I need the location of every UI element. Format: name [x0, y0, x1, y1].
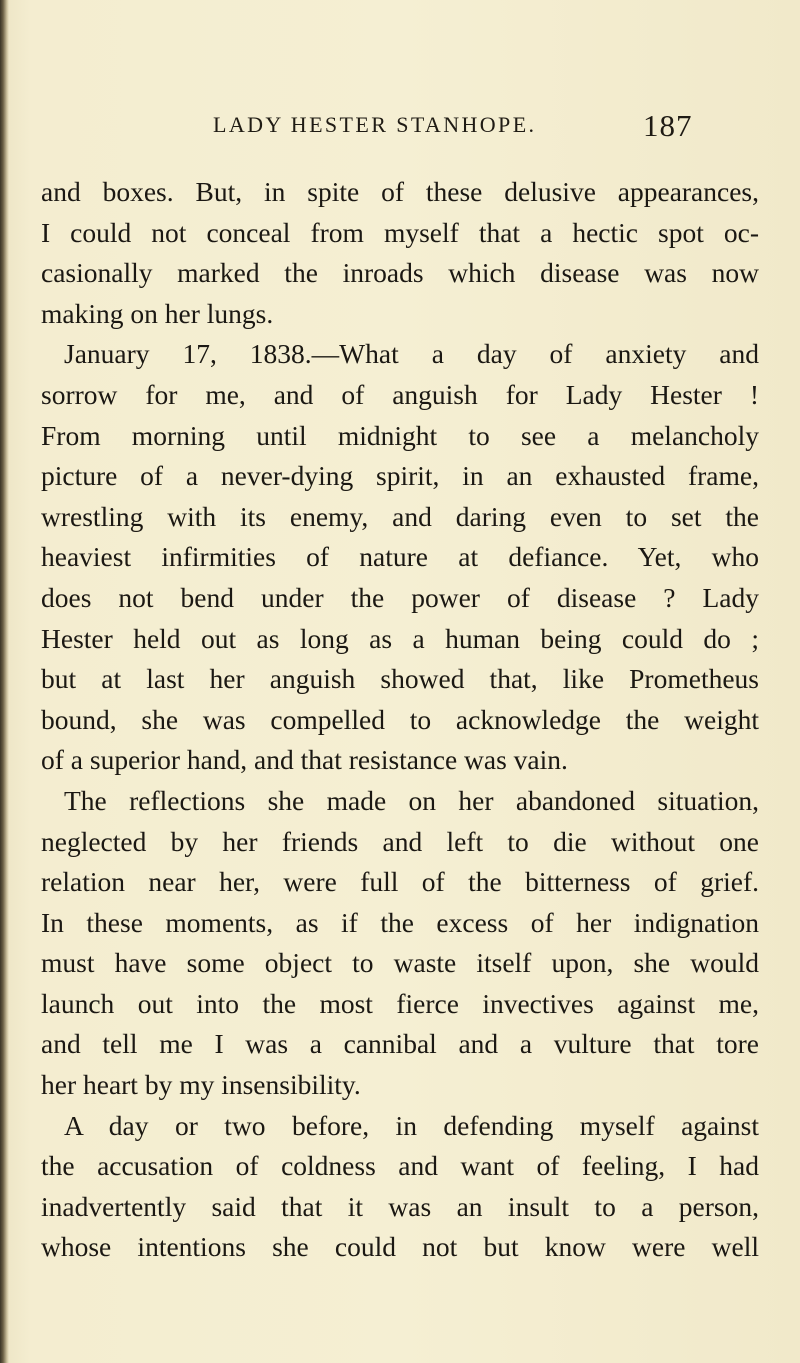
text-line: In these moments, as if the excess of her indignation [41, 906, 759, 938]
page-binding-edge [0, 0, 9, 1363]
text-line: Hester held out as long as a human being could do ; [41, 622, 759, 654]
page-number: 187 [643, 108, 693, 143]
text-line: heaviest infirmities of nature at defiance. Yet, who [41, 541, 759, 573]
text-line: and boxes. But, in spite of these delusive appearances, [41, 176, 759, 207]
text-line: wrestling with its enemy, and daring even to set the [41, 500, 759, 532]
text-line: the accusation of coldness and want of feeling, I had [41, 1150, 759, 1182]
text-line: A day or two before, in defending myself against [64, 1109, 759, 1141]
text-line: does not bend under the power of disease ? Lady [41, 581, 759, 613]
text-line: casionally marked the inroads which disease was now [41, 257, 759, 289]
text-line: but at last her anguish showed that, like Prometheus [41, 663, 759, 695]
text-line: From morning until midnight to see a melancholy [41, 419, 759, 451]
text-line: must have some object to waste itself upon, she would [41, 947, 759, 979]
text-line: and tell me I was a cannibal and a vulture that tore [41, 1028, 759, 1060]
text-line: relation near her, were full of the bitterness of grief. [41, 866, 759, 898]
text-line: January 17, 1838.—What a day of anxiety and [64, 338, 759, 370]
text-line: whose intentions she could not but know were well [41, 1231, 759, 1263]
text-line: neglected by her friends and left to die without one [41, 825, 759, 857]
text-line: I could not conceal from myself that a hectic spot oc- [41, 216, 759, 248]
text-line: picture of a never-dying spirit, in an exhausted frame, [41, 460, 759, 492]
text-line: The reflections she made on her abandoned situation, [64, 784, 759, 816]
text-line: sorrow for me, and of anguish for Lady Hester ! [41, 378, 759, 410]
text-line: making on her lungs. [41, 297, 274, 329]
running-head-title: LADY HESTER STANHOPE. [213, 112, 537, 137]
body-text [41, 172, 759, 1268]
text-line: bound, she was compelled to acknowledge the weight [41, 703, 759, 735]
running-head [0, 108, 800, 148]
text-line: inadvertently said that it was an insult to a person, [41, 1190, 759, 1222]
text-line: her heart by my insensibility. [41, 1069, 361, 1101]
text-line: of a superior hand, and that resistance was vain. [41, 744, 568, 776]
text-line: launch out into the most fierce invectives against me, [41, 987, 759, 1019]
